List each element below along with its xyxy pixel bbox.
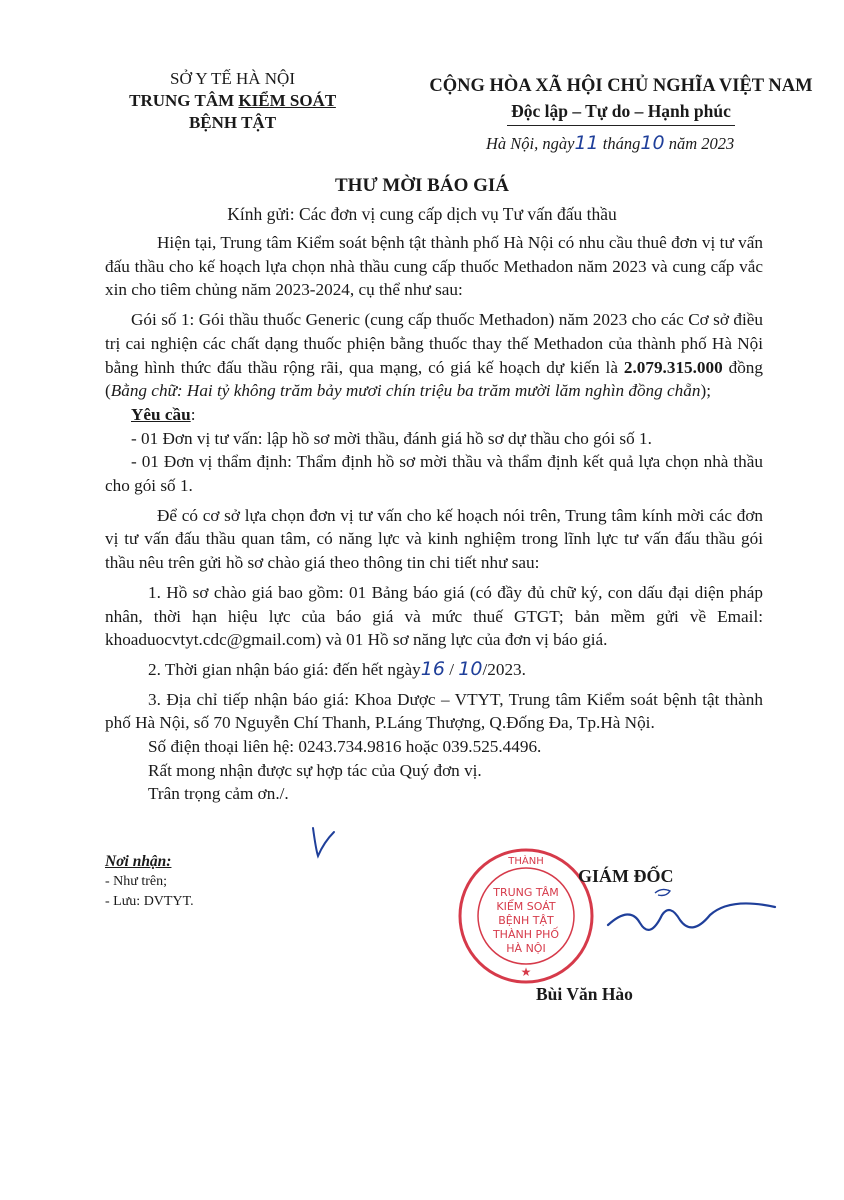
recipients-label: Nơi nhận:	[105, 853, 172, 870]
package-words: Bằng chữ: Hai tỷ không trăm bảy mươi chín triệu ba trăm mười lăm nghìn đồng chẵn	[110, 381, 701, 401]
thanks-line: Trân trọng cảm ơn./.	[148, 784, 289, 804]
document-title: THƯ MỜI BÁO GIÁ	[335, 175, 509, 196]
svg-text:★: ★	[520, 965, 532, 979]
svg-text:BỆNH TẬT: BỆNH TẬT	[498, 914, 554, 927]
requirements-heading	[105, 403, 763, 427]
requirements-label: Yêu cầu	[131, 404, 191, 424]
org-header	[105, 68, 360, 134]
package-end: );	[700, 381, 711, 401]
date-line	[486, 132, 734, 154]
recipient-line: Kính gửi: Các đơn vị cung cấp dịch vụ Tư vấn đấu thầu	[227, 204, 617, 224]
national-header	[425, 74, 817, 126]
item-2-sep: /	[444, 659, 459, 679]
svg-text:THÀNH PHỐ: THÀNH PHỐ	[492, 928, 560, 941]
list-item	[105, 688, 763, 735]
org-name	[105, 90, 360, 134]
item-3-text: 3. Địa chỉ tiếp nhận báo giá: Khoa Dược – VTYT, Trung tâm Kiểm soát bệnh tật thành phố Hà Nội, số 70 Nguyễn Chí Thanh, P.Láng Thượng, Q.Đống Đa, Tp.Hà Nội.	[105, 689, 763, 733]
document-body	[105, 231, 763, 806]
package-currency: đồng (	[105, 357, 763, 401]
initial-mark-icon	[310, 820, 336, 860]
requirement-item-1: - 01 Đơn vị tư vấn: lập hồ sơ mời thầu, đánh giá hồ sơ dự thầu cho gói số 1.	[131, 428, 652, 448]
item-2-day: 16	[420, 657, 445, 680]
signer-name: Bùi Văn Hào	[536, 984, 633, 1004]
date-prefix: Hà Nội, ngày	[486, 134, 575, 153]
item-2-suffix: /2023.	[482, 659, 526, 679]
item-1-text: 1. Hồ sơ chào giá bao gồm: 01 Bảng báo giá (có đầy đủ chữ ký, con dấu đại diện pháp nhân, thời hạn hiệu lực của báo giá và mức thuế GTGT; bản mềm gửi về Email: khoaduocvtyt.cdc@gmail.com) và 01 Hồ sơ năng lực của đơn vị báo giá.	[105, 582, 763, 650]
package-intro: Gói số 1: Gói thầu thuốc Generic (cung cấp thuốc Methadon) năm 2023 cho các Cơ sở điều trị cai nghiện các chất dạng thuốc phiện bằng thuốc thay thế Methadon của thành phố Hà Nội bằng hình thức đấu thầu rộng rãi, qua mạng, có giá kế hoạch dự kiến là	[105, 310, 763, 377]
requirement-item-2: - 01 Đơn vị thẩm định: Thẩm định hồ sơ mời thầu và thẩm định kết quả lựa chọn nhà thầu cho gói số 1.	[105, 452, 763, 496]
svg-text:THÀNH: THÀNH	[508, 856, 544, 867]
cooperation-line: Rất mong nhận được sự hợp tác của Quý đơn vị.	[148, 760, 482, 780]
official-seal	[456, 846, 596, 986]
date-month-label: tháng	[602, 134, 641, 153]
list-item	[105, 658, 763, 682]
recipients-block	[105, 852, 194, 912]
org-name-prefix: TRUNG TÂM	[129, 91, 239, 110]
svg-text:TRUNG TÂM: TRUNG TÂM	[493, 886, 559, 899]
date-day: 11	[574, 132, 599, 154]
invitation-paragraph: Để có cơ sở lựa chọn đơn vị tư vấn cho kế hoạch nói trên, Trung tâm kính mời các đơn vị tư vấn đấu thầu quan tâm, có năng lực và kinh nghiệm trong lĩnh lực tư vấn đấu thầu gói thầu nêu trên gửi hồ sơ chào giá theo thông tin chi tiết như sau:	[105, 505, 763, 573]
package-amount: 2.079.315.000	[623, 357, 723, 377]
package-paragraph	[105, 308, 763, 403]
item-2-month: 10	[458, 657, 483, 680]
phone-line: Số điện thoại liên hệ: 0243.734.9816 hoặc 039.525.4496.	[148, 737, 542, 757]
svg-text:KIỂM SOÁT: KIỂM SOÁT	[496, 900, 556, 913]
org-parent: SỞ Y TẾ HÀ NỘI	[170, 69, 295, 88]
signer-title: GIÁM ĐỐC	[578, 866, 674, 886]
recipient-item: - Như trên;	[105, 874, 168, 889]
requirements-colon: :	[190, 404, 196, 424]
date-year: năm 2023	[668, 134, 735, 153]
handwritten-signature	[600, 885, 780, 955]
motto: Độc lập – Tự do – Hạnh phúc	[507, 99, 735, 126]
country-name: CỘNG HÒA XÃ HỘI CHỦ NGHĨA VIỆT NAM	[429, 76, 813, 96]
date-month: 10	[640, 132, 665, 154]
item-2-prefix: 2. Thời gian nhận báo giá: đến hết ngày	[148, 659, 421, 679]
svg-text:HÀ NỘI: HÀ NỘI	[506, 942, 546, 955]
org-name-underlined: KIỂM SOÁT	[238, 91, 336, 110]
intro-paragraph: Hiện tại, Trung tâm Kiểm soát bệnh tật thành phố Hà Nội có nhu cầu thuê đơn vị tư vấn đấu thầu cho kế hoạch lựa chọn nhà thầu cung cấp thuốc Methadon năm 2023 và cung cấp vắc xin cho tiêm chủng năm 2023-2024, cụ thể như sau:	[105, 233, 763, 300]
recipient-item: - Lưu: DVTYT.	[105, 894, 194, 909]
org-name-suffix: BỆNH TẬT	[188, 113, 277, 132]
list-item	[105, 581, 763, 652]
